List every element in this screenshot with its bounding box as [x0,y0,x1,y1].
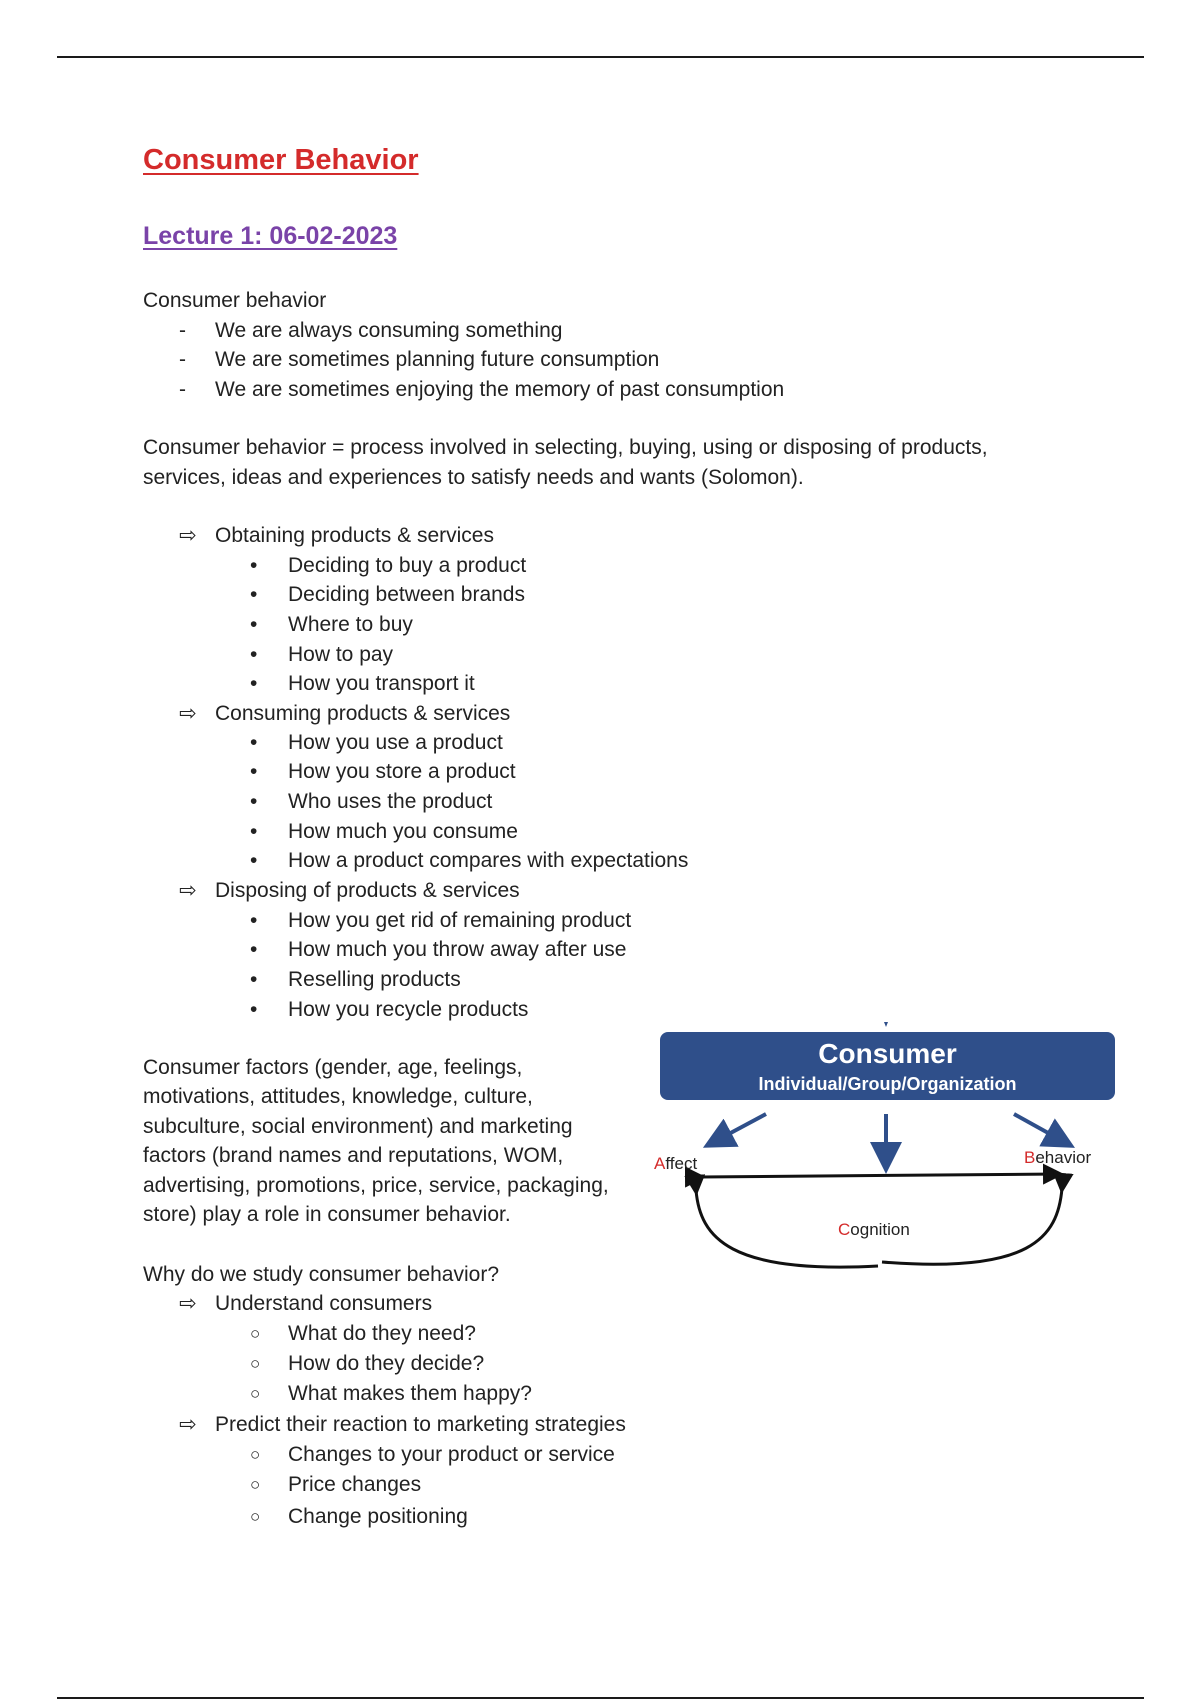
behavior-arrow [1014,1114,1068,1144]
affect-behavior-line [700,1174,1058,1177]
affect-arrow [710,1114,766,1144]
factors-line: advertising, promotions, price, service, packaging, [143,1174,609,1197]
bullet-marker: • [250,849,258,872]
behavior-label: Behavior [1024,1148,1092,1167]
intro-heading: Consumer behavior [143,289,327,312]
factors-line: store) play a role in consumer behavior. [143,1203,511,1226]
dash-marker: - [179,319,186,342]
factors-line: factors (brand names and reputations, WOM, [143,1144,564,1167]
bullet-marker: • [250,760,258,783]
bullet-marker: • [250,643,258,666]
document-title: Consumer Behavior [143,144,419,176]
abc-diagram [650,1018,1130,1288]
cognition-label: Cognition [838,1220,910,1239]
arrow-marker: ⇨ [179,1292,197,1315]
circle-marker: ○ [250,1384,261,1403]
lecture-heading: Lecture 1: 06-02-2023 [143,222,398,250]
bottom-rule [57,1697,1144,1699]
bullet-marker: • [250,968,258,991]
affect-label: Affect [654,1154,698,1173]
bullet-marker: • [250,820,258,843]
bullet-marker: • [250,672,258,695]
factors-line: motivations, attitudes, knowledge, culture, [143,1085,533,1108]
bullet-marker: • [250,998,258,1021]
dash-marker: - [179,348,186,371]
bullet-marker: • [250,909,258,932]
factors-line: Consumer factors (gender, age, feelings, [143,1056,523,1079]
bullet-marker: • [250,938,258,961]
definition-line: services, ideas and experiences to satisfy needs and wants (Solomon). [143,466,804,489]
circle-marker: ○ [250,1507,261,1526]
bullet-marker: • [250,731,258,754]
dash-marker: - [179,378,186,401]
circle-marker: ○ [250,1324,261,1343]
arrow-marker: ⇨ [179,702,197,725]
arrow-marker: ⇨ [179,879,197,902]
factors-line: subculture, social environment) and marketing [143,1115,573,1138]
consumer-title: Consumer [818,1038,957,1069]
arrow-marker: ⇨ [179,1413,197,1436]
top-tick-icon [884,1022,888,1027]
bullet-marker: • [250,613,258,636]
why-question: Why do we study consumer behavior? [143,1263,500,1286]
top-rule [57,56,1144,58]
consumer-box [660,1032,1115,1100]
bullet-marker: • [250,790,258,813]
bullet-marker: • [250,554,258,577]
circle-marker: ○ [250,1475,261,1494]
circle-marker: ○ [250,1445,261,1464]
circle-marker: ○ [250,1354,261,1373]
bullet-marker: • [250,583,258,606]
consumer-subtitle: Individual/Group/Organization [758,1074,1017,1094]
arrow-marker: ⇨ [179,524,197,547]
definition-line: Consumer behavior = process involved in selecting, buying, using or disposing of products, [143,436,988,459]
